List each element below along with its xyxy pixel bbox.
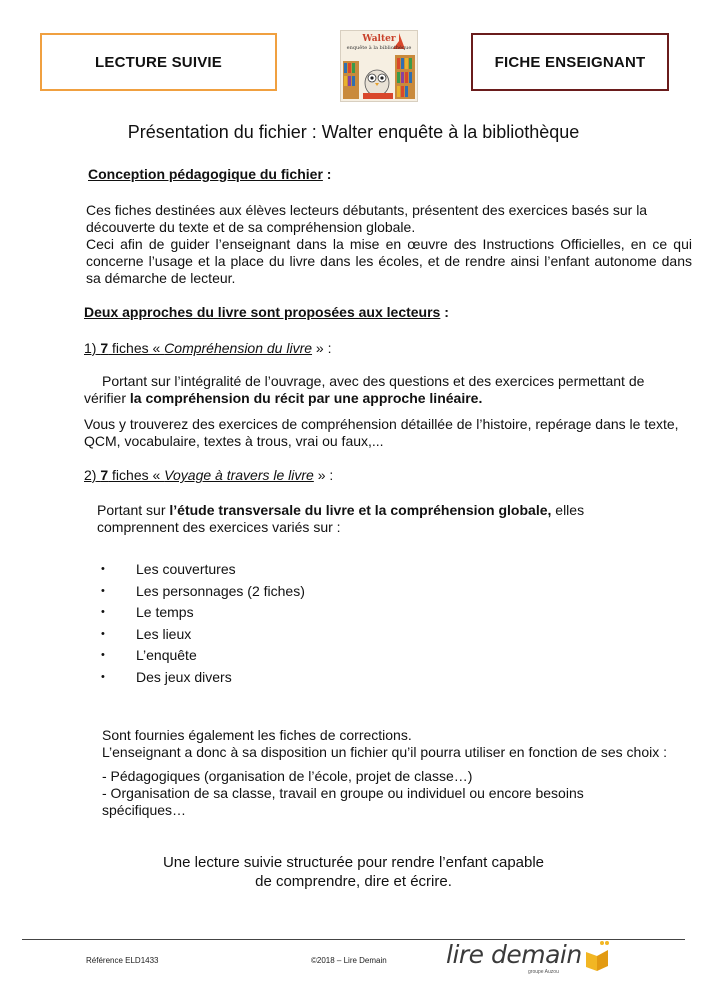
part1-label-pre: fiches « [108, 340, 165, 356]
approches-heading-suffix: : [440, 304, 449, 320]
part2-num: 2) [84, 467, 97, 483]
part2-para-b: elles comprennent des exercices variés sur : [97, 502, 585, 535]
lecture-suivie-label: LECTURE SUIVIE [95, 53, 222, 71]
logo-text: lire demain [446, 940, 582, 969]
activities-list [101, 559, 305, 689]
part1-para2: Vous y trouverez des exercices de compréhension détaillée de l’histoire, repérage dans le texte, QCM, vocabulaire, textes à trous, vrai ou faux,... [84, 416, 679, 449]
conclusion: Une lecture suivie structurée pour rendre l’enfant capable de comprendre, dire et écrire. [162, 854, 545, 890]
fiche-enseignant-box [471, 33, 669, 91]
list-item: • Des jeux divers [101, 667, 305, 689]
part2-number [84, 467, 314, 483]
page-title: Présentation du fichier : Walter enquête à la bibliothèque [127, 122, 580, 142]
part1-para1 [84, 373, 686, 407]
part1-para-a: Portant sur l’intégralité de l’ouvrage, avec des questions et des exercices permettant de vérifier [84, 373, 645, 406]
cover-subtitle: enquête à la bibliothèque [346, 45, 412, 51]
list-item: • Le temps [101, 602, 305, 624]
book-logo-icon [584, 940, 610, 972]
part1-para-bold: la compréhension du récit par une approche linéaire. [129, 390, 483, 406]
corrections-line2: L’enseignant a donc à sa disposition un fichier qu’il pourra utiliser en fonction de ses choix : [102, 744, 668, 760]
conception-heading-suffix: : [322, 166, 332, 182]
fiche-enseignant-label: FICHE ENSEIGNANT [494, 53, 646, 71]
cover-title: Walter [362, 34, 396, 44]
part2-count: 7 [100, 467, 109, 483]
logo-subtext: groupe Auzou [528, 969, 559, 975]
part2-label-post: » : [313, 467, 334, 483]
conception-para1: Ces fiches destinées aux élèves lecteurs débutants, présentent des exercices basés sur la découverte du texte et de sa compréhension globale. [86, 202, 648, 235]
conception-heading-line [88, 166, 331, 183]
part1-heading [84, 340, 332, 357]
conception-heading: Conception pédagogique du fichier [88, 166, 323, 182]
footer-copyright: ©2018 – Lire Demain [311, 956, 387, 965]
list-item: • Les lieux [101, 624, 305, 646]
part2-heading [84, 467, 333, 484]
part2-para-a: Portant sur [97, 502, 170, 518]
list-item: • L’enquête [101, 645, 305, 667]
part1-number [84, 340, 312, 356]
part1-label-post: » : [312, 340, 332, 356]
approches-heading-line [84, 304, 449, 321]
corrections-dash2: - Organisation de sa classe, travail en groupe ou individuel ou encore besoins spécifiques… [102, 785, 584, 818]
list-item: • Les personnages (2 fiches) [101, 581, 305, 603]
corrections-line1: Sont fournies également les fiches de corrections. [102, 727, 412, 743]
conception-para2: Ceci afin de guider l’enseignant dans la mise en œuvre des Instructions Officielles, en ce qui concerne l’usage et la place du livre dans les écoles, et de rendre ainsi l’enfant autonome dans sa démarche de lecteur. [86, 236, 692, 286]
corrections-dash1: - Pédagogiques (organisation de l’école, projet de classe…) [102, 768, 473, 784]
part2-label-pre: fiches « [108, 467, 165, 483]
part2-label-italic: Voyage à travers le livre [164, 467, 314, 483]
book-cover-image [340, 30, 418, 102]
lecture-suivie-box [40, 33, 277, 91]
part1-label-italic: Compréhension du livre [164, 340, 313, 356]
footer-reference: Référence ELD1433 [86, 956, 159, 965]
part2-para [97, 502, 657, 536]
lire-demain-logo [446, 938, 616, 978]
list-item: • Les couvertures [101, 559, 305, 581]
part1-num: 1) [84, 340, 97, 356]
part1-count: 7 [100, 340, 109, 356]
approches-heading: Deux approches du livre sont proposées aux lecteurs [84, 304, 441, 320]
part2-para-bold: l’étude transversale du livre et la compréhension globale, [169, 502, 552, 518]
